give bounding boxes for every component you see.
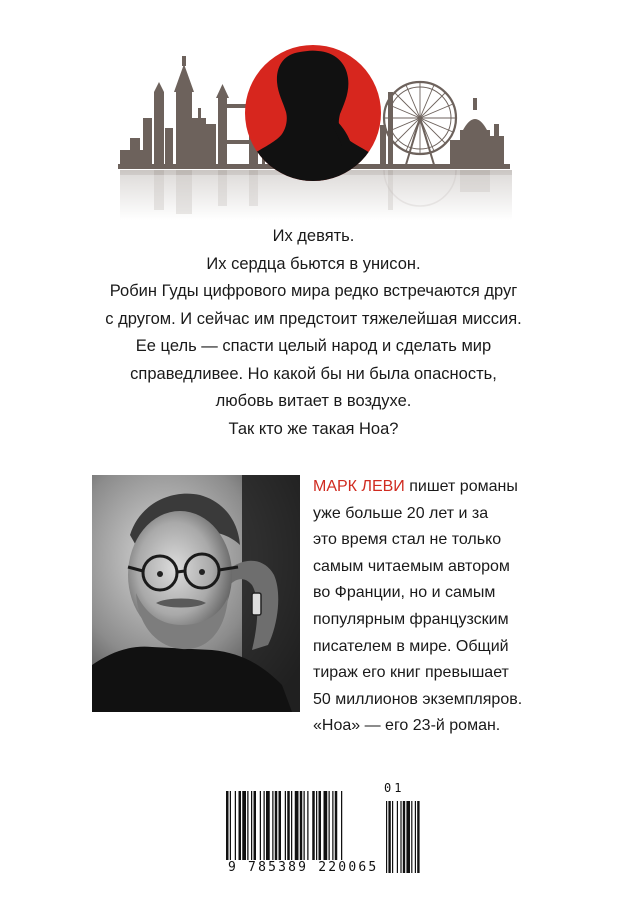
blurb-line: Робин Гуды цифрового мира редко встречаются друг	[109, 282, 518, 300]
author-bio-line: это время стал не только	[313, 531, 502, 549]
barcode-bar	[295, 791, 299, 861]
barcode-addon-bar	[397, 801, 398, 873]
book-blurb	[60, 223, 567, 443]
barcode-bar	[279, 791, 282, 861]
blurb-line: Их сердца бьются в унисон.	[206, 254, 421, 273]
author-bio-line: самым читаемым автором	[313, 557, 510, 575]
barcode-bar	[287, 791, 290, 861]
barcode-bar	[316, 791, 317, 861]
barcode-bar	[319, 791, 322, 861]
barcode-bar	[291, 791, 292, 861]
author-bio-line: уже больше 20 лет и за	[313, 504, 489, 522]
author-bio-first-line	[313, 474, 543, 501]
barcode-addon-digits: 01	[384, 781, 405, 795]
author-bio-line: писателем в мире. Общий	[313, 637, 509, 655]
barcode-bar	[285, 791, 286, 861]
barcode-addon-bar	[415, 801, 416, 873]
barcode-bar	[332, 791, 333, 861]
blurb-line: Так кто же такая Ноа?	[228, 419, 399, 438]
barcode-addon-bar	[400, 801, 401, 873]
isbn-digits: 9 785389 220065	[228, 860, 379, 875]
barcode-addon-bar	[388, 801, 390, 873]
author-bio	[313, 474, 543, 740]
author-bio-line: «Ноа» — его 23-й роман.	[313, 717, 501, 735]
author-bio-line: 50 миллионов экземпляров.	[313, 690, 523, 708]
barcode-bar	[272, 791, 273, 861]
barcode-bar	[260, 791, 261, 861]
author-bio-text: пишет романы	[404, 478, 518, 495]
barcode-bar	[312, 791, 315, 861]
barcode-bar	[230, 791, 231, 861]
barcode-bar	[307, 791, 308, 861]
barcode-bar	[247, 791, 248, 861]
author-photo	[92, 475, 300, 712]
barcode-bar	[304, 791, 305, 861]
barcode-bar	[266, 791, 270, 861]
barcode-bar	[239, 791, 242, 861]
london-skyline-illustration	[0, 0, 627, 230]
author-bio-line: во Франции, но и самым	[313, 584, 496, 602]
barcode-addon-bar	[417, 801, 419, 873]
author-name: МАРК ЛЕВИ	[313, 478, 405, 495]
author-bio-line: популярным французским	[313, 610, 509, 628]
blurb-line: любовь витает в воздухе.	[215, 392, 412, 410]
blurb-line: Их девять.	[272, 227, 355, 245]
barcode-bar	[254, 791, 257, 861]
barcode-bar	[335, 791, 338, 861]
author-bio-line: тираж его книг превышает	[313, 664, 509, 682]
barcode-bar	[235, 791, 236, 861]
barcode-bar	[242, 791, 246, 861]
blurb-line: с другом. И сейчас им предстоит тяжелейшая миссия.	[105, 309, 522, 328]
barcode-bar	[226, 791, 229, 861]
barcode-bar	[324, 791, 328, 861]
barcode-addon-bar	[406, 801, 410, 873]
barcode-addon-bar	[392, 801, 393, 873]
barcode-bar	[341, 791, 342, 861]
barcode-addon-bar	[386, 801, 387, 873]
barcode-addon-bar	[403, 801, 405, 873]
barcode-bar	[264, 791, 265, 861]
barcode-bar	[329, 791, 330, 861]
barcode-bar	[251, 791, 252, 861]
blurb-line: Ее цель — спасти целый народ и сделать мир	[135, 337, 492, 355]
blurb-line: справедливее. Но какой бы ни была опасность,	[130, 364, 497, 383]
barcode-bar	[275, 791, 278, 861]
barcode-addon-bar	[411, 801, 412, 873]
barcode-bar	[300, 791, 303, 861]
